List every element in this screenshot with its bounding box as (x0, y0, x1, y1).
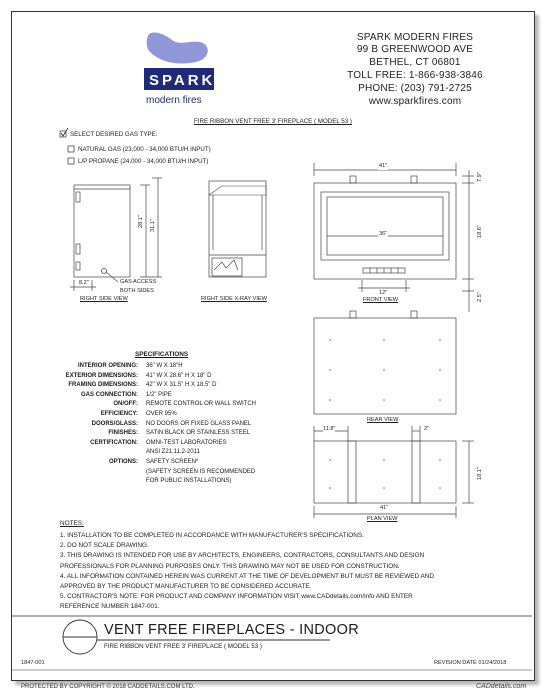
spec-value: 42" W X 31.5" H X 18.5" D (146, 382, 217, 389)
dim-plan-w: 41" (380, 505, 389, 511)
dim-plan-2: 2" (424, 426, 430, 432)
cad-brand: CADdetails.com (476, 683, 527, 690)
natural-gas-option[interactable]: NATURAL GAS (23,000 - 34,000 BTU/H INPUT) (78, 146, 211, 153)
drawing-title: FIRE RIBBON VENT FREE 3' FIREPLACE ( MODEL 53 ) (194, 118, 352, 125)
spec-key: EFFICIENCY: (100, 411, 138, 417)
drawing-ref: 1847-001 (21, 660, 45, 666)
spec-key: GAS CONNECTION: (81, 391, 138, 398)
note-line: REFERENCE NUMBER 1847-001. (60, 603, 160, 611)
spec-key: ON/OFF: (113, 401, 138, 408)
spec-key: CERTIFICATION: (90, 439, 138, 446)
spec-value: (SAFETY SCREEN IS RECOMMENDED (146, 468, 256, 475)
logo-word: SPARK (149, 72, 216, 89)
title-block-title: VENT FREE FIREPLACES - INDOOR (104, 622, 359, 638)
front-view-drawing (314, 163, 474, 312)
spec-value: SAFETY SCREEN* (146, 459, 199, 465)
dim-plan-left: 11.8" (323, 426, 336, 432)
spec-value: 1/2" PIPE (146, 391, 172, 398)
propane-checkbox (68, 158, 74, 164)
right-side-view-drawing (70, 178, 162, 291)
spec-value: 41" W X 28.6" H X 18" D (146, 372, 212, 379)
spec-key: EXTERIOR DIMENSIONS: (65, 372, 138, 379)
note-line: 4. ALL INFORMATION CONTAINED HEREIN WAS CURRENT AT THE TIME OF DEVELOPMENT BUT MUST BE REVIEWED AND (60, 572, 435, 580)
dim-front-bottom: 2.5" (477, 292, 483, 302)
specs-heading: SPECIFICATIONS (135, 351, 189, 358)
gas-access-label-1: GAS ACCESS (120, 279, 157, 285)
spec-key: OPTIONS: (108, 459, 138, 465)
gas-type-heading: SELECT DESIRED GAS TYPE: (70, 131, 158, 138)
dim-front-opening: 36" (379, 231, 388, 237)
propane-option[interactable]: L/P PROPANE (24,000 - 34,000 BTU/H INPUT) (78, 158, 209, 165)
note-line: 1. INSTALLATION TO BE COMPLETED IN ACCORDANCE WITH MANUFACTURER'S SPECIFICATIONS. (60, 532, 364, 539)
spec-value: OVER 95% (146, 411, 177, 417)
right-side-view-label: RIGHT SIDE VIEW (80, 296, 128, 302)
plan-view-drawing (314, 426, 474, 518)
spec-value: OMNI-TEST LABORATORIES (146, 439, 227, 446)
notes-heading: NOTES: (60, 520, 84, 527)
spec-key: INTERIOR OPENING: (77, 363, 138, 369)
spec-key: FRAMING DIMENSIONS: (68, 382, 138, 389)
xray-view-label: RIGHT SIDE X-RAY VIEW (201, 296, 267, 302)
dim-front-top: 7.9" (477, 172, 483, 182)
spec-value: 36" W X 18"H (146, 363, 183, 369)
gas-access-label-2: BOTH SIDES (120, 288, 154, 294)
company-website: www.sparkfires.com (368, 96, 462, 107)
company-street: 99 B GREENWOOD AVE (356, 44, 474, 55)
spec-key: DOORS/GLASS: (91, 420, 138, 427)
plan-view-label: PLAN VIEW (367, 516, 398, 522)
xray-view-drawing (209, 181, 266, 277)
spec-value: FOR PUBLIC INSTALLATIONS) (146, 478, 232, 485)
spec-value: NO DOORS OR FIXED GLASS PANEL (146, 420, 252, 427)
dim-side-h1: 28.1" (138, 215, 144, 228)
copyright-text: PROTECTED BY COPYRIGHT © 2018 CADDETAILS.COM LTD. (21, 684, 195, 690)
front-view-label: FRONT VIEW (363, 297, 399, 303)
company-phone: PHONE: (203) 791-2725 (358, 83, 472, 94)
spec-value: SATIN BLACK OR STAINLESS STEEL (146, 430, 251, 437)
dim-front-w: 41" (379, 163, 388, 169)
dim-side-h2: 31.1" (150, 219, 156, 232)
dim-plan-h: 18.1" (477, 467, 483, 480)
note-line: 5. CONTRACTOR'S NOTE: FOR PRODUCT AND COMPANY INFORMATION VISIT www.CADdetails.com/info AND ENTER (60, 593, 413, 601)
company-tollfree: TOLL FREE: 1-866-938-3846 (347, 70, 483, 81)
natural-gas-checkbox (68, 146, 74, 152)
dim-front-12: 12" (379, 290, 388, 296)
dim-front-h: 18.6" (477, 225, 483, 238)
spec-value: ANSI Z21.11.2-2011 (146, 449, 200, 456)
title-block-subtitle: FIRE RIBBON VENT FREE 3' FIREPLACE ( MODEL 53 ) (104, 643, 262, 650)
rear-view-drawing (314, 311, 456, 414)
rear-view-label: REAR VIEW (367, 417, 399, 423)
note-line: 2. DO NOT SCALE DRAWING. (60, 542, 149, 550)
company-name: SPARK MODERN FIRES (356, 32, 474, 43)
revision-date: REVISION DATE 01/24/2018 (434, 660, 507, 666)
note-line: 3. THIS DRAWING IS INTENDED FOR USE BY ARCHITECTS, ENGINEERS, CONTRACTORS, CONSULTANTS AND DESIGN (60, 552, 425, 560)
logo-subtitle: modern fires (146, 95, 202, 106)
dim-side-w: 8.2" (79, 280, 89, 286)
company-city: BETHEL, CT 06801 (369, 57, 461, 68)
spec-value: REMOTE CONTROL OR WALL SWITCH (146, 401, 257, 408)
note-line: APPROVED BY THE PRODUCT MANUFACTURER TO BE CONSIDERED ACCURATE. (60, 583, 312, 590)
note-line: PROFESSIONALS FOR PLANNING PURPOSES ONLY. THIS DRAWING MAY NOT BE USED FOR CONSTRUCTION. (60, 562, 400, 570)
spec-key: FINISHES: (108, 430, 138, 437)
